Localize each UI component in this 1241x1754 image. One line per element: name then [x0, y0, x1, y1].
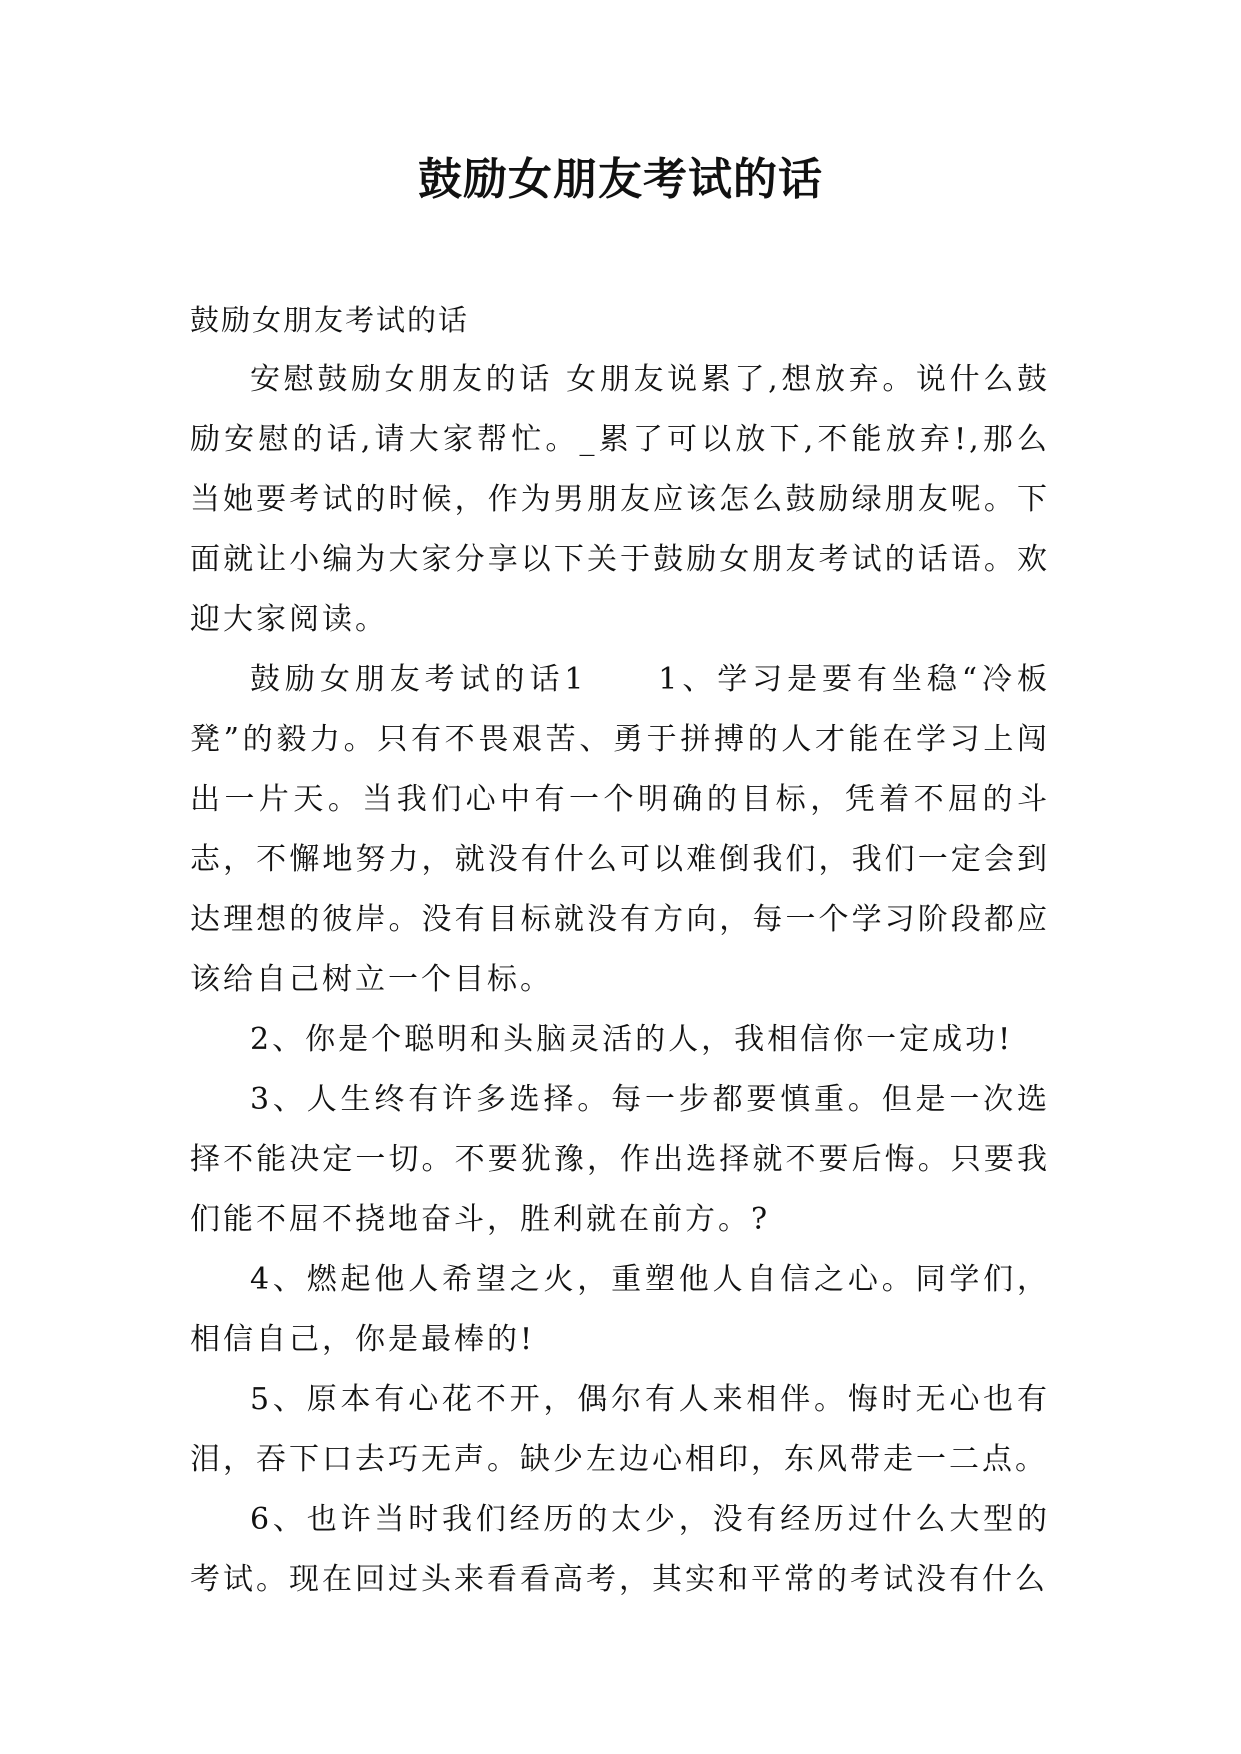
paragraph-item-4: 4、燃起他人希望之火，重塑他人自信之心。同学们，相信自己，你是最棒的!	[190, 1262, 1050, 1357]
document-title: 鼓励女朋友考试的话	[418, 154, 823, 205]
paragraph-item-3: 3、人生终有许多选择。每一步都要慎重。但是一次选择不能决定一切。不要犹豫，作出选择就不要后悔。只要我们能不屈不挠地奋斗，胜利就在前方。?	[190, 1082, 1050, 1237]
paragraph-item-6: 6、也许当时我们经历的太少，没有经历过什么大型的考试。现在回过头来看看高考，其实和平常的考试没有什么	[190, 1502, 1050, 1597]
paragraph-item-2: 2、你是个聪明和头脑灵活的人，我相信你一定成功!	[250, 1022, 1014, 1057]
paragraph-intro: 安慰鼓励女朋友的话 女朋友说累了,想放弃。说什么鼓励安慰的话,请大家帮忙。_累了可以放下,不能放弃!,那么当她要考试的时候，作为男朋友应该怎么鼓励绿朋友呢。下面就让小编为大家分享以下关于鼓励女朋友考试的话语。欢迎大家阅读。	[190, 362, 1050, 637]
document-body	[190, 290, 1050, 1610]
paragraph-item-5: 5、原本有心花不开，偶尔有人来相伴。悔时无心也有泪，吞下口去巧无声。缺少左边心相印，东风带走一二点。	[190, 1382, 1050, 1477]
document-subtitle: 鼓励女朋友考试的话	[190, 303, 470, 337]
paragraph-item-1: 鼓励女朋友考试的话1 1、学习是要有坐稳“冷板凳”的毅力。只有不畏艰苦、勇于拼搏的人才能在学习上闯出一片天。当我们心中有一个明确的目标，凭着不屈的斗志，不懈地努力，就没有什么可以难倒我们，我们一定会到达理想的彼岸。没有目标就没有方向，每一个学习阶段都应该给自己树立一个目标。	[190, 662, 1050, 997]
